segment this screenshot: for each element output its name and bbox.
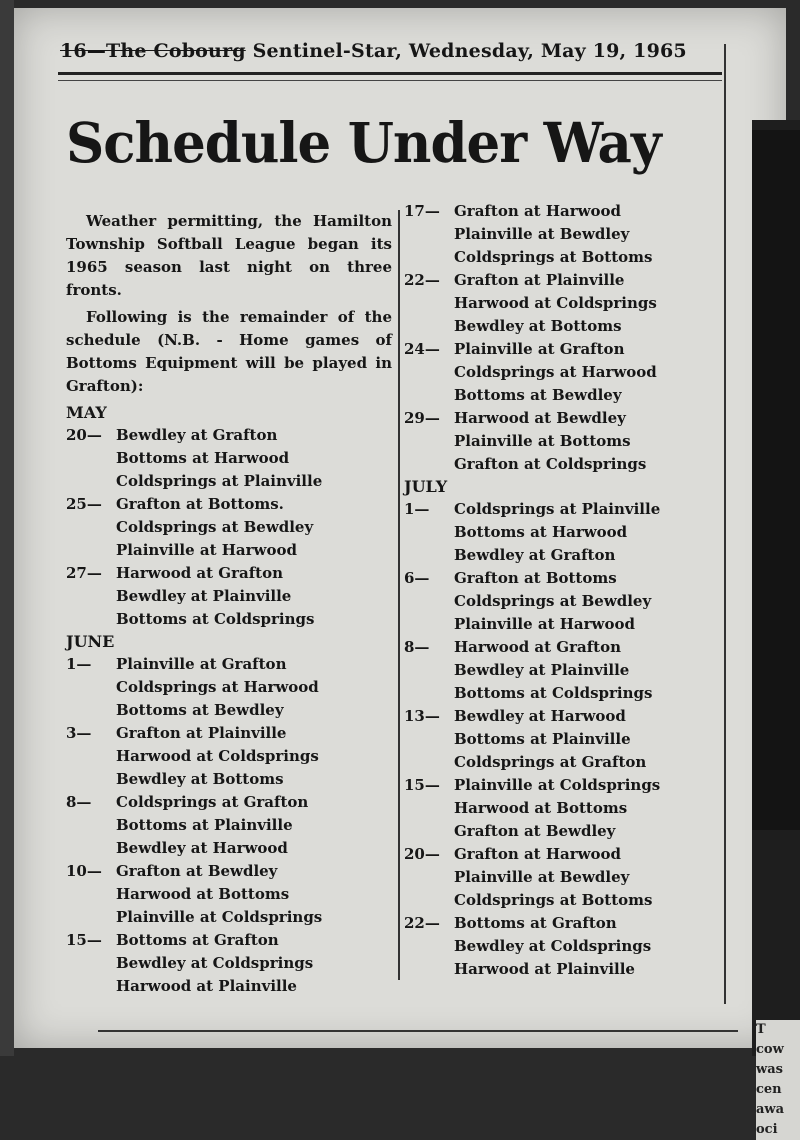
intro-text [66, 210, 392, 398]
game-matchup: Harwood at Plainville [116, 977, 297, 995]
game-matchup: Plainville at Coldsprings [454, 776, 661, 794]
fragment-line: cen [756, 1082, 782, 1097]
schedule-entry [404, 912, 714, 981]
game-date: 24— [404, 340, 440, 358]
headline: Schedule Under Way [66, 110, 661, 176]
game-matchup: Bewdley at Harwood [116, 839, 288, 857]
game-matchup: Plainville at Bewdley [454, 225, 630, 243]
schedule-entry [404, 567, 714, 636]
schedule-right [404, 200, 714, 981]
game-matchup: Coldsprings at Harwood [116, 678, 319, 696]
game-matchup: Bewdley at Coldsprings [116, 954, 314, 972]
game-date: 22— [404, 914, 440, 932]
schedule-entry [66, 791, 392, 860]
game-matchup: Coldsprings at Plainville [116, 472, 323, 490]
schedule-entry [66, 493, 392, 562]
game-matchup: Grafton at Harwood [454, 845, 622, 863]
game-matchup: Coldsprings at Bottoms [454, 891, 653, 909]
game-matchup: Bewdley at Plainville [454, 661, 630, 679]
game-date: 20— [404, 845, 440, 863]
game-list [116, 929, 392, 998]
fragment-line: awa [756, 1102, 785, 1117]
fragment-line: T [756, 1022, 766, 1037]
game-date: 27— [66, 564, 102, 582]
schedule-entry [66, 424, 392, 493]
game-list [116, 860, 392, 929]
game-date: 1— [404, 500, 430, 518]
game-list [454, 843, 714, 912]
game-matchup: Plainville at Grafton [454, 340, 625, 358]
game-date: 25— [66, 495, 102, 513]
game-matchup: Grafton at Bewdley [454, 822, 616, 840]
game-matchup: Coldsprings at Harwood [454, 363, 657, 381]
game-matchup: Coldsprings at Bottoms [454, 248, 653, 266]
column-divider-right [724, 44, 726, 1004]
game-matchup: Bottoms at Coldsprings [454, 684, 653, 702]
header-section: 16—The Cobourg [60, 40, 246, 62]
game-matchup: Bewdley at Plainville [116, 587, 292, 605]
schedule-entry [66, 722, 392, 791]
game-matchup: Plainville at Grafton [116, 655, 287, 673]
game-matchup: Bottoms at Plainville [116, 816, 293, 834]
month-heading: JULY [404, 477, 448, 496]
game-matchup: Harwood at Bewdley [454, 409, 626, 427]
game-date: 3— [66, 724, 92, 742]
header-rule-thin [58, 80, 722, 81]
game-matchup: Harwood at Coldsprings [116, 747, 319, 765]
adjacent-text-fragment [756, 1020, 800, 1140]
game-matchup: Grafton at Bewdley [116, 862, 278, 880]
schedule-left [66, 402, 392, 998]
bottom-rule [98, 1030, 738, 1032]
game-matchup: Plainville at Bewdley [454, 868, 630, 886]
page-header [60, 40, 730, 62]
game-matchup: Bottoms at Bewdley [116, 701, 284, 719]
schedule-entry [404, 705, 714, 774]
game-date: 17— [404, 202, 440, 220]
game-date: 1— [66, 655, 92, 673]
schedule-entry [404, 407, 714, 476]
game-matchup: Bottoms at Harwood [454, 523, 628, 541]
game-matchup: Harwood at Bottoms [454, 799, 628, 817]
schedule-entry [404, 636, 714, 705]
game-matchup: Bewdley at Bottoms [454, 317, 622, 335]
game-matchup: Bottoms at Plainville [454, 730, 631, 748]
game-matchup: Bottoms at Grafton [454, 914, 617, 932]
fragment-line: cow [756, 1042, 784, 1057]
game-list [454, 912, 714, 981]
schedule-entry [404, 200, 714, 269]
header-rule [58, 72, 722, 75]
game-matchup: Coldsprings at Grafton [454, 753, 647, 771]
schedule-entry [66, 653, 392, 722]
game-matchup: Bottoms at Harwood [116, 449, 290, 467]
column-divider-middle [398, 210, 400, 980]
intro-paragraph: Following is the remainder of the schedule (N.B. - Home games of Bottoms Equipment will be played in Grafton): [66, 308, 392, 395]
game-matchup: Grafton at Bottoms. [116, 495, 284, 513]
game-list [116, 722, 392, 791]
game-matchup: Bewdley at Bottoms [116, 770, 284, 788]
game-matchup: Coldsprings at Bewdley [116, 518, 314, 536]
game-date: 20— [66, 426, 102, 444]
fragment-line: was [756, 1062, 783, 1077]
schedule-entry [66, 860, 392, 929]
adjacent-photo [752, 130, 800, 830]
header-paper-date: Sentinel-Star, Wednesday, May 19, 1965 [252, 40, 687, 62]
schedule-entry [404, 498, 714, 567]
scan-left-edge [0, 0, 14, 1056]
game-date: 15— [66, 931, 102, 949]
game-matchup: Bewdley at Grafton [116, 426, 278, 444]
game-date: 6— [404, 569, 430, 587]
game-matchup: Bewdley at Grafton [454, 546, 616, 564]
game-matchup: Grafton at Plainville [116, 724, 287, 742]
game-matchup: Harwood at Grafton [454, 638, 622, 656]
game-matchup: Coldsprings at Bewdley [454, 592, 652, 610]
game-list [116, 493, 392, 562]
game-date: 8— [66, 793, 92, 811]
game-list [116, 791, 392, 860]
right-column [404, 200, 714, 981]
game-matchup: Grafton at Coldsprings [454, 455, 647, 473]
schedule-entry [404, 338, 714, 407]
schedule-entry [66, 562, 392, 631]
game-list [454, 269, 714, 338]
game-date: 13— [404, 707, 440, 725]
game-list [454, 705, 714, 774]
game-list [454, 567, 714, 636]
month-heading: MAY [66, 403, 107, 422]
game-matchup: Harwood at Grafton [116, 564, 284, 582]
schedule-entry [404, 269, 714, 338]
month-heading: JUNE [66, 632, 115, 651]
schedule-entry [404, 774, 714, 843]
schedule-entry [404, 843, 714, 912]
game-date: 10— [66, 862, 102, 880]
game-list [454, 200, 714, 269]
game-matchup: Coldsprings at Grafton [116, 793, 309, 811]
game-date: 8— [404, 638, 430, 656]
game-matchup: Plainville at Harwood [116, 541, 297, 559]
game-matchup: Bottoms at Coldsprings [116, 610, 315, 628]
game-list [116, 424, 392, 493]
game-date: 22— [404, 271, 440, 289]
game-matchup: Bewdley at Coldsprings [454, 937, 652, 955]
game-matchup: Grafton at Plainville [454, 271, 625, 289]
schedule-entry [66, 929, 392, 998]
game-date: 15— [404, 776, 440, 794]
game-list [454, 774, 714, 843]
game-matchup: Harwood at Bottoms [116, 885, 290, 903]
game-matchup: Plainville at Bottoms [454, 432, 631, 450]
game-list [116, 653, 392, 722]
game-list [454, 338, 714, 407]
game-matchup: Bewdley at Harwood [454, 707, 626, 725]
left-column [66, 210, 392, 998]
game-matchup: Coldsprings at Plainville [454, 500, 661, 518]
game-list [454, 636, 714, 705]
game-matchup: Harwood at Coldsprings [454, 294, 657, 312]
game-matchup: Grafton at Bottoms [454, 569, 617, 587]
game-date: 29— [404, 409, 440, 427]
game-list [116, 562, 392, 631]
game-list [454, 498, 714, 567]
intro-paragraph: Weather permitting, the Hamilton Township Softball League began its 1965 season last night on three fronts. [66, 212, 392, 299]
game-matchup: Grafton at Harwood [454, 202, 622, 220]
game-matchup: Plainville at Coldsprings [116, 908, 323, 926]
adjacent-article-strip [752, 120, 800, 1137]
game-matchup: Harwood at Plainville [454, 960, 635, 978]
game-matchup: Bottoms at Bewdley [454, 386, 622, 404]
fragment-line: oci [756, 1122, 778, 1137]
game-list [454, 407, 714, 476]
game-matchup: Plainville at Harwood [454, 615, 635, 633]
game-matchup: Bottoms at Grafton [116, 931, 279, 949]
